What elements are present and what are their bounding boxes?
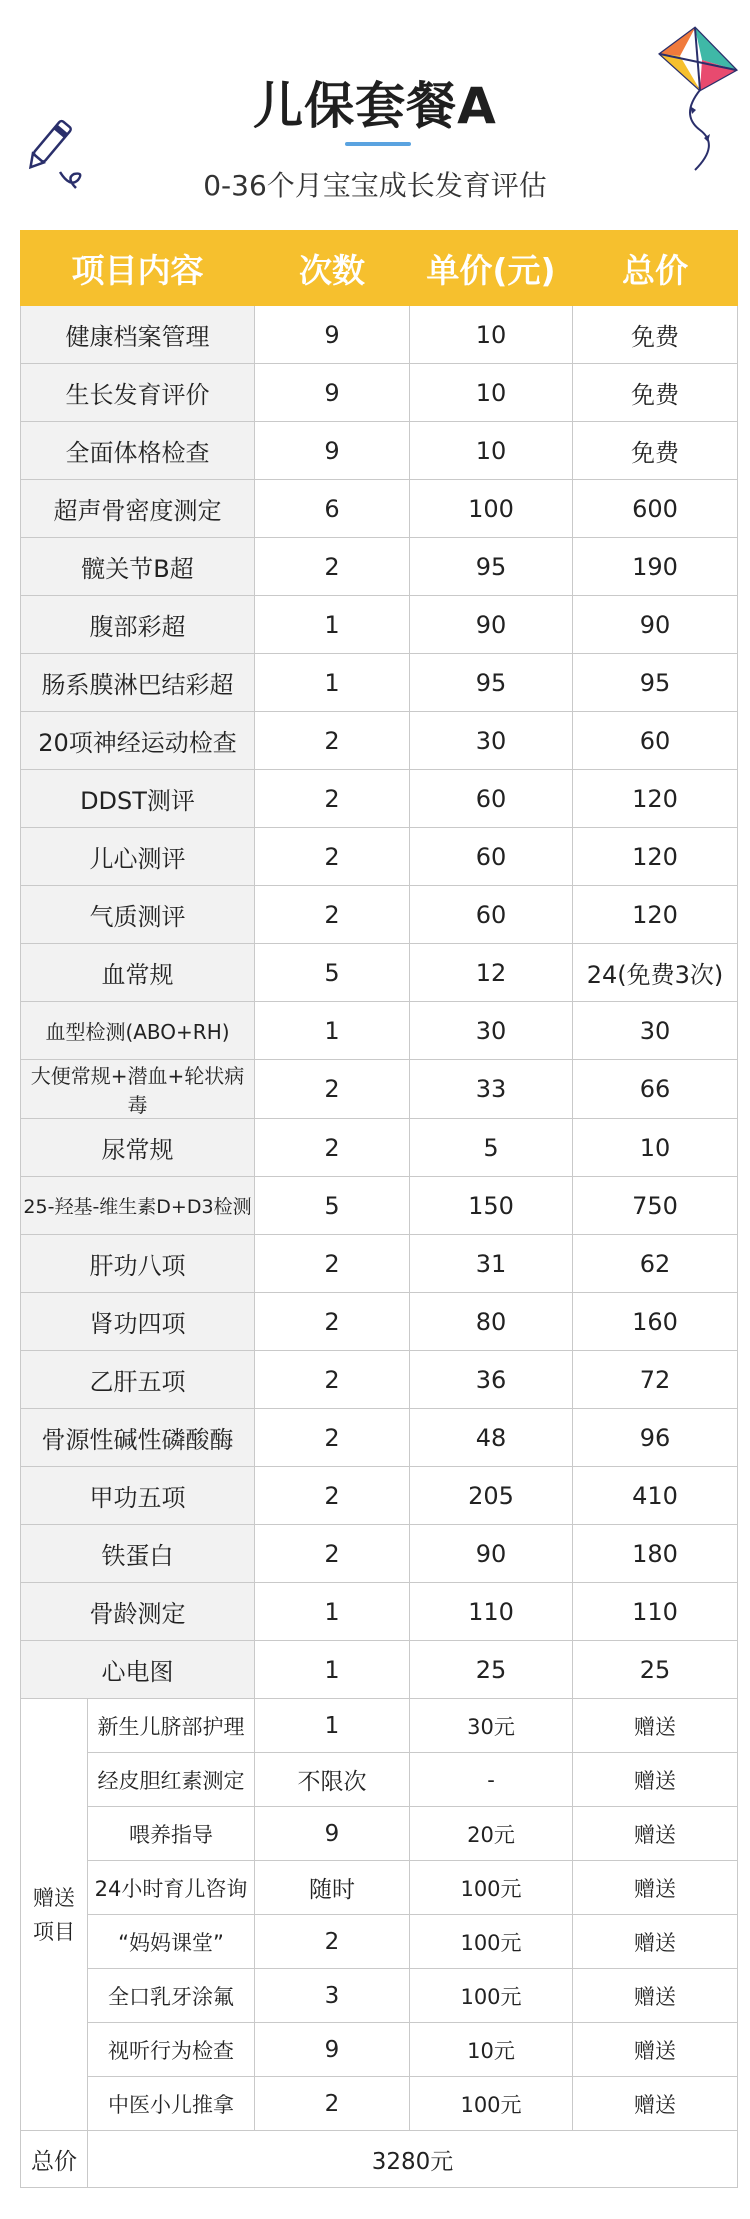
count-cell: 9 <box>255 364 410 422</box>
table-row <box>21 538 738 596</box>
gift-total-cell: 赠送 <box>573 2077 738 2131</box>
total-price-cell: 免费 <box>573 364 738 422</box>
total-price-cell: 120 <box>573 886 738 944</box>
gift-total-cell: 赠送 <box>573 1969 738 2023</box>
item-name-cell: 肾功四项 <box>21 1293 255 1351</box>
col-header-item: 项目内容 <box>21 231 255 306</box>
count-cell: 1 <box>255 1002 410 1060</box>
count-cell: 5 <box>255 1177 410 1235</box>
gift-count-cell: 不限次 <box>255 1753 410 1807</box>
table-row <box>21 1119 738 1177</box>
gift-unit-price-cell: 100元 <box>410 1915 573 1969</box>
unit-price-cell: 90 <box>410 596 573 654</box>
gift-name-cell: 视听行为检查 <box>88 2023 255 2077</box>
gift-count-cell: 2 <box>255 2077 410 2131</box>
unit-price-cell: 30 <box>410 1002 573 1060</box>
gift-name-cell: “妈妈课堂” <box>88 1915 255 1969</box>
count-cell: 2 <box>255 1467 410 1525</box>
header <box>0 0 750 228</box>
total-price-cell: 免费 <box>573 422 738 480</box>
unit-price-cell: 100 <box>410 480 573 538</box>
total-price-cell: 60 <box>573 712 738 770</box>
table-row <box>21 770 738 828</box>
gift-total-cell: 赠送 <box>573 1753 738 1807</box>
gift-unit-price-cell: 100元 <box>410 1969 573 2023</box>
table-row <box>21 480 738 538</box>
unit-price-cell: 10 <box>410 306 573 364</box>
gift-count-cell: 3 <box>255 1969 410 2023</box>
count-cell: 2 <box>255 1060 410 1119</box>
total-value: 3280元 <box>88 2131 738 2188</box>
table-row <box>21 1002 738 1060</box>
unit-price-cell: 33 <box>410 1060 573 1119</box>
count-cell: 2 <box>255 538 410 596</box>
total-price-cell: 90 <box>573 596 738 654</box>
unit-price-cell: 205 <box>410 1467 573 1525</box>
table-row <box>21 596 738 654</box>
total-price-cell: 120 <box>573 828 738 886</box>
count-cell: 2 <box>255 1525 410 1583</box>
unit-price-cell: 90 <box>410 1525 573 1583</box>
item-name-cell: 血型检测(ABO+RH) <box>21 1002 255 1060</box>
total-price-cell: 600 <box>573 480 738 538</box>
gift-row <box>21 1915 738 1969</box>
item-name-cell: 儿心测评 <box>21 828 255 886</box>
item-name-cell: 骨龄测定 <box>21 1583 255 1641</box>
gift-name-cell: 全口乳牙涂氟 <box>88 1969 255 2023</box>
total-price-cell: 750 <box>573 1177 738 1235</box>
gift-count-cell: 2 <box>255 1915 410 1969</box>
item-name-cell: 腹部彩超 <box>21 596 255 654</box>
table-row <box>21 306 738 364</box>
table-row <box>21 1467 738 1525</box>
item-name-cell: 血常规 <box>21 944 255 1002</box>
count-cell: 2 <box>255 1409 410 1467</box>
item-name-cell: 全面体格检查 <box>21 422 255 480</box>
item-name-cell: 心电图 <box>21 1641 255 1699</box>
unit-price-cell: 60 <box>410 886 573 944</box>
unit-price-cell: 150 <box>410 1177 573 1235</box>
item-name-cell: 肠系膜淋巴结彩超 <box>21 654 255 712</box>
gift-count-cell: 9 <box>255 2023 410 2077</box>
unit-price-cell: 25 <box>410 1641 573 1699</box>
gift-unit-price-cell: - <box>410 1753 573 1807</box>
table-row <box>21 1409 738 1467</box>
table-row <box>21 1583 738 1641</box>
count-cell: 6 <box>255 480 410 538</box>
item-name-cell: 25-羟基-维生素D+D3检测 <box>21 1177 255 1235</box>
total-price-cell: 96 <box>573 1409 738 1467</box>
unit-price-cell: 110 <box>410 1583 573 1641</box>
total-price-cell: 95 <box>573 654 738 712</box>
gift-total-cell: 赠送 <box>573 1915 738 1969</box>
item-name-cell: DDST测评 <box>21 770 255 828</box>
item-name-cell: 甲功五项 <box>21 1467 255 1525</box>
count-cell: 2 <box>255 1119 410 1177</box>
count-cell: 2 <box>255 1351 410 1409</box>
col-header-unit-price: 单价(元) <box>410 231 573 306</box>
total-price-cell: 180 <box>573 1525 738 1583</box>
total-price-cell: 免费 <box>573 306 738 364</box>
table-row <box>21 1235 738 1293</box>
count-cell: 1 <box>255 1583 410 1641</box>
item-name-cell: 乙肝五项 <box>21 1351 255 1409</box>
table-row <box>21 828 738 886</box>
gift-total-cell: 赠送 <box>573 1807 738 1861</box>
table-row <box>21 1351 738 1409</box>
gift-label-line1: 赠送 <box>33 1885 75 1910</box>
gift-name-cell: 24小时育儿咨询 <box>88 1861 255 1915</box>
unit-price-cell: 5 <box>410 1119 573 1177</box>
gift-total-cell: 赠送 <box>573 2023 738 2077</box>
table-row <box>21 364 738 422</box>
package-table <box>20 230 738 2188</box>
total-price-cell: 72 <box>573 1351 738 1409</box>
total-price-cell: 24(免费3次) <box>573 944 738 1002</box>
gift-row <box>21 1807 738 1861</box>
item-name-cell: 大便常规+潜血+轮状病毒 <box>21 1060 255 1119</box>
table-row <box>21 1293 738 1351</box>
gift-row <box>21 1861 738 1915</box>
gift-section-label <box>21 1699 88 2131</box>
count-cell: 2 <box>255 1235 410 1293</box>
item-name-cell: 生长发育评价 <box>21 364 255 422</box>
item-name-cell: 气质测评 <box>21 886 255 944</box>
gift-row <box>21 1753 738 1807</box>
table-row <box>21 1525 738 1583</box>
count-cell: 1 <box>255 654 410 712</box>
gift-total-cell: 赠送 <box>573 1861 738 1915</box>
gift-unit-price-cell: 100元 <box>410 2077 573 2131</box>
total-price-cell: 10 <box>573 1119 738 1177</box>
unit-price-cell: 60 <box>410 770 573 828</box>
count-cell: 5 <box>255 944 410 1002</box>
col-header-count: 次数 <box>255 231 410 306</box>
total-price-cell: 25 <box>573 1641 738 1699</box>
table-header-row <box>21 231 738 306</box>
table-row <box>21 422 738 480</box>
table-row <box>21 1177 738 1235</box>
unit-price-cell: 31 <box>410 1235 573 1293</box>
unit-price-cell: 12 <box>410 944 573 1002</box>
gift-unit-price-cell: 10元 <box>410 2023 573 2077</box>
unit-price-cell: 95 <box>410 654 573 712</box>
page-subtitle: 0-36个月宝宝成长发育评估 <box>203 169 547 202</box>
table-row <box>21 886 738 944</box>
gift-name-cell: 中医小儿推拿 <box>88 2077 255 2131</box>
unit-price-cell: 36 <box>410 1351 573 1409</box>
unit-price-cell: 10 <box>410 422 573 480</box>
total-price-cell: 30 <box>573 1002 738 1060</box>
kite-icon <box>640 20 750 180</box>
count-cell: 2 <box>255 770 410 828</box>
count-cell: 1 <box>255 596 410 654</box>
unit-price-cell: 60 <box>410 828 573 886</box>
gift-unit-price-cell: 30元 <box>410 1699 573 1753</box>
total-price-cell: 62 <box>573 1235 738 1293</box>
title-underline <box>345 142 411 146</box>
item-name-cell: 肝功八项 <box>21 1235 255 1293</box>
gift-name-cell: 喂养指导 <box>88 1807 255 1861</box>
total-price-cell: 190 <box>573 538 738 596</box>
unit-price-cell: 95 <box>410 538 573 596</box>
table-row <box>21 712 738 770</box>
item-name-cell: 20项神经运动检查 <box>21 712 255 770</box>
page-title: 儿保套餐A <box>253 77 497 135</box>
total-price-cell: 120 <box>573 770 738 828</box>
gift-unit-price-cell: 20元 <box>410 1807 573 1861</box>
pen-icon <box>18 118 98 198</box>
gift-name-cell: 新生儿脐部护理 <box>88 1699 255 1753</box>
unit-price-cell: 80 <box>410 1293 573 1351</box>
table-row <box>21 1060 738 1119</box>
gift-count-cell: 随时 <box>255 1861 410 1915</box>
gift-unit-price-cell: 100元 <box>410 1861 573 1915</box>
gift-count-cell: 9 <box>255 1807 410 1861</box>
gift-total-cell: 赠送 <box>573 1699 738 1753</box>
total-price-cell: 410 <box>573 1467 738 1525</box>
item-name-cell: 铁蛋白 <box>21 1525 255 1583</box>
gift-row <box>21 2023 738 2077</box>
count-cell: 9 <box>255 422 410 480</box>
gift-row <box>21 1969 738 2023</box>
table-row <box>21 1641 738 1699</box>
count-cell: 2 <box>255 1293 410 1351</box>
unit-price-cell: 30 <box>410 712 573 770</box>
gift-label-line2: 项目 <box>33 1919 75 1944</box>
total-label: 总价 <box>21 2131 88 2188</box>
gift-name-cell: 经皮胆红素测定 <box>88 1753 255 1807</box>
total-price-cell: 66 <box>573 1060 738 1119</box>
item-name-cell: 超声骨密度测定 <box>21 480 255 538</box>
gift-row <box>21 2077 738 2131</box>
item-name-cell: 尿常规 <box>21 1119 255 1177</box>
count-cell: 1 <box>255 1641 410 1699</box>
total-row <box>21 2131 738 2188</box>
total-price-cell: 110 <box>573 1583 738 1641</box>
count-cell: 2 <box>255 886 410 944</box>
gift-row <box>21 1699 738 1753</box>
unit-price-cell: 10 <box>410 364 573 422</box>
count-cell: 9 <box>255 306 410 364</box>
table-row <box>21 654 738 712</box>
item-name-cell: 骨源性碱性磷酸酶 <box>21 1409 255 1467</box>
gift-count-cell: 1 <box>255 1699 410 1753</box>
unit-price-cell: 48 <box>410 1409 573 1467</box>
item-name-cell: 髋关节B超 <box>21 538 255 596</box>
count-cell: 2 <box>255 712 410 770</box>
col-header-total-price: 总价 <box>573 231 738 306</box>
table-row <box>21 944 738 1002</box>
count-cell: 2 <box>255 828 410 886</box>
item-name-cell: 健康档案管理 <box>21 306 255 364</box>
total-price-cell: 160 <box>573 1293 738 1351</box>
